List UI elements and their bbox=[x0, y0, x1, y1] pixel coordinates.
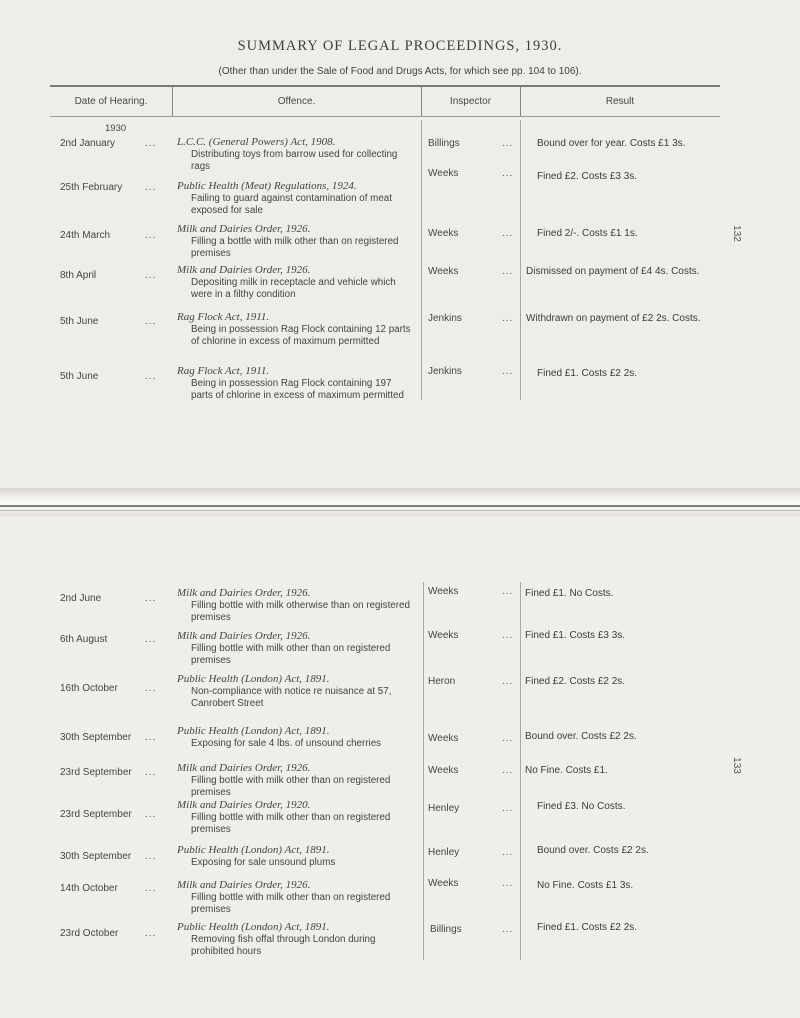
offence-cell bbox=[177, 673, 417, 710]
column-header-offence: Offence. bbox=[277, 96, 316, 107]
leader-dots: ... bbox=[145, 683, 157, 694]
leader-dots: ... bbox=[502, 138, 514, 149]
offence-cell bbox=[177, 844, 417, 869]
offence-cell bbox=[177, 223, 417, 260]
act-name: Public Health (London) Act, 1891. bbox=[177, 921, 330, 933]
header-bottom-rule bbox=[50, 116, 720, 117]
leader-dots: ... bbox=[145, 634, 157, 645]
act-name: L.C.C. (General Powers) Act, 1908. bbox=[177, 136, 336, 148]
result-text: Fined £3. No Costs. bbox=[537, 801, 626, 812]
act-name: Milk and Dairies Order, 1926. bbox=[177, 630, 311, 642]
inspector-name: Billings bbox=[428, 138, 460, 149]
leader-dots: ... bbox=[145, 928, 157, 939]
inspector-name: Weeks bbox=[428, 733, 459, 744]
leader-dots: ... bbox=[502, 366, 514, 377]
leader-dots: ... bbox=[145, 138, 157, 149]
act-name: Milk and Dairies Order, 1926. bbox=[177, 264, 311, 276]
page-gutter bbox=[0, 488, 800, 516]
offence-cell bbox=[177, 587, 417, 624]
result-text: No Fine. Costs £1. bbox=[525, 765, 608, 776]
act-name: Milk and Dairies Order, 1926. bbox=[177, 762, 311, 774]
leader-dots: ... bbox=[502, 168, 514, 179]
leader-dots: ... bbox=[502, 313, 514, 324]
result-text: Withdrawn on payment of £2 2s. Costs. bbox=[526, 313, 701, 324]
leader-dots: ... bbox=[145, 230, 157, 241]
gutter-divider-thin bbox=[0, 510, 800, 511]
bottom-col-sep-2 bbox=[520, 582, 521, 960]
result-text: Bound over. Costs £2 2s. bbox=[525, 731, 637, 742]
offence-cell bbox=[177, 630, 417, 667]
offence-cell bbox=[177, 180, 417, 217]
leader-dots: ... bbox=[145, 182, 157, 193]
leader-dots: ... bbox=[502, 803, 514, 814]
inspector-name: Weeks bbox=[428, 586, 459, 597]
offence-description: Filling bottle with milk otherwise than on registered premises bbox=[191, 600, 410, 623]
inspector-name: Weeks bbox=[428, 765, 459, 776]
hearing-date: 6th August bbox=[60, 634, 108, 645]
hearing-date: 14th October bbox=[60, 883, 118, 894]
offence-description: Exposing for sale unsound plums bbox=[191, 857, 336, 868]
offence-description: Filling bottle with milk other than on registered premises bbox=[191, 643, 391, 666]
offence-description: Depositing milk in receptacle and vehicle which were in a filthy condition bbox=[191, 277, 396, 300]
leader-dots: ... bbox=[502, 266, 514, 277]
leader-dots: ... bbox=[502, 847, 514, 858]
offence-description: Being in possession Rag Flock containing 12 parts of chlorine in excess of maximum permitted bbox=[191, 324, 411, 347]
act-name: Milk and Dairies Order, 1920. bbox=[177, 799, 311, 811]
inspector-name: Weeks bbox=[428, 228, 459, 239]
result-text: Fined £1. No Costs. bbox=[525, 588, 614, 599]
leader-dots: ... bbox=[145, 371, 157, 382]
leader-dots: ... bbox=[502, 765, 514, 776]
leader-dots: ... bbox=[145, 883, 157, 894]
hearing-date: 5th June bbox=[60, 371, 99, 382]
act-name: Milk and Dairies Order, 1926. bbox=[177, 223, 311, 235]
act-name: Milk and Dairies Order, 1926. bbox=[177, 879, 311, 891]
page-title: SUMMARY OF LEGAL PROCEEDINGS, 1930. bbox=[237, 38, 563, 54]
offence-description: Exposing for sale 4 lbs. of unsound cherries bbox=[191, 738, 382, 749]
offence-description: Filling bottle with milk other than on registered premises bbox=[191, 775, 391, 798]
column-header-result: Result bbox=[605, 96, 635, 107]
act-name: Public Health (Meat) Regulations, 1924. bbox=[177, 180, 357, 192]
offence-cell bbox=[177, 264, 417, 301]
inspector-name: Jenkins bbox=[428, 313, 462, 324]
gutter-divider bbox=[0, 505, 800, 507]
act-name: Rag Flock Act, 1911. bbox=[177, 365, 270, 377]
leader-dots: ... bbox=[502, 228, 514, 239]
offence-cell bbox=[177, 921, 422, 958]
offence-description: Non-compliance with notice re nuisance at 57, Canrobert Street bbox=[191, 686, 392, 709]
leader-dots: ... bbox=[502, 924, 514, 935]
leader-dots: ... bbox=[502, 733, 514, 744]
hearing-date: 8th April bbox=[60, 270, 97, 281]
column-header-date: Date of Hearing. bbox=[74, 96, 148, 107]
leader-dots: ... bbox=[145, 851, 157, 862]
result-text: Fined £2. Costs £2 2s. bbox=[525, 676, 626, 687]
hearing-date: 2nd June bbox=[60, 593, 102, 604]
offence-cell bbox=[177, 136, 417, 173]
hearing-date: 24th March bbox=[60, 230, 111, 241]
act-name: Public Health (London) Act, 1891. bbox=[177, 673, 330, 685]
inspector-name: Henley bbox=[428, 803, 460, 814]
inspector-name: Weeks bbox=[428, 168, 459, 179]
page-number-top: 132 bbox=[730, 225, 742, 242]
leader-dots: ... bbox=[502, 676, 514, 687]
inspector-name: Billings bbox=[430, 924, 462, 935]
result-text: Dismissed on payment of £4 4s. Costs. bbox=[526, 266, 700, 277]
leader-dots: ... bbox=[145, 732, 157, 743]
act-name: Milk and Dairies Order, 1926. bbox=[177, 587, 311, 599]
hearing-date: 16th October bbox=[60, 683, 118, 694]
offence-cell bbox=[177, 762, 417, 799]
leader-dots: ... bbox=[145, 767, 157, 778]
inspector-name: Jenkins bbox=[428, 366, 462, 377]
page-subtitle: (Other than under the Sale of Food and Drugs Acts, for which see pp. 104 to 106). bbox=[218, 66, 582, 77]
act-name: Public Health (London) Act, 1891. bbox=[177, 844, 330, 856]
result-text: Fined £1. Costs £3 3s. bbox=[525, 630, 626, 641]
year-label: 1930 bbox=[105, 123, 127, 134]
result-text: No Fine. Costs £1 3s. bbox=[537, 880, 634, 891]
hearing-date: 30th September bbox=[60, 851, 132, 862]
page-number-bottom: 133 bbox=[730, 757, 742, 774]
bottom-col-sep-1 bbox=[423, 582, 424, 960]
hearing-date: 25th February bbox=[60, 182, 123, 193]
result-text: Fined £2. Costs £3 3s. bbox=[537, 171, 638, 182]
hearing-date: 23rd September bbox=[60, 809, 132, 820]
leader-dots: ... bbox=[145, 270, 157, 281]
offence-cell bbox=[177, 311, 417, 348]
top-col-sep-1 bbox=[421, 120, 422, 400]
hearing-date: 23rd September bbox=[60, 767, 132, 778]
leader-dots: ... bbox=[502, 878, 514, 889]
inspector-name: Heron bbox=[428, 676, 456, 687]
header-top-rule bbox=[50, 85, 720, 87]
offence-description: Distributing toys from barrow used for collecting rags bbox=[191, 149, 398, 172]
leader-dots: ... bbox=[502, 630, 514, 641]
inspector-name: Weeks bbox=[428, 630, 459, 641]
result-text: Bound over for year. Costs £1 3s. bbox=[537, 138, 686, 149]
offence-description: Filling bottle with milk other than on registered premises bbox=[191, 892, 391, 915]
hearing-date: 2nd January bbox=[60, 138, 116, 149]
result-text: Bound over. Costs £2 2s. bbox=[537, 845, 649, 856]
act-name: Public Health (London) Act, 1891. bbox=[177, 725, 330, 737]
inspector-name: Weeks bbox=[428, 266, 459, 277]
act-name: Rag Flock Act, 1911. bbox=[177, 311, 270, 323]
offence-cell bbox=[177, 725, 417, 750]
leader-dots: ... bbox=[502, 586, 514, 597]
column-header-inspector: Inspector bbox=[449, 96, 492, 107]
hearing-date: 23rd October bbox=[60, 928, 119, 939]
offence-description: Failing to guard against contamination of meat exposed for sale bbox=[191, 193, 392, 216]
inspector-name: Weeks bbox=[428, 878, 459, 889]
offence-description: Filling a bottle with milk other than on registered premises bbox=[191, 236, 399, 259]
hearing-date: 5th June bbox=[60, 316, 99, 327]
offence-cell bbox=[177, 879, 417, 916]
result-text: Fined £1. Costs £2 2s. bbox=[537, 922, 638, 933]
inspector-name: Henley bbox=[428, 847, 460, 858]
offence-description: Removing fish offal through London during prohibited hours bbox=[191, 934, 376, 957]
offence-description: Filling bottle with milk other than on registered premises bbox=[191, 812, 391, 835]
result-text: Fined 2/-. Costs £1 1s. bbox=[537, 228, 638, 239]
top-col-sep-2 bbox=[520, 120, 521, 400]
hearing-date: 30th September bbox=[60, 732, 132, 743]
leader-dots: ... bbox=[145, 809, 157, 820]
result-text: Fined £1. Costs £2 2s. bbox=[537, 368, 638, 379]
offence-cell bbox=[177, 799, 417, 836]
offence-description: Being in possession Rag Flock containing 197 parts of chlorine in excess of maximum permitted bbox=[191, 378, 404, 401]
offence-cell bbox=[177, 365, 417, 402]
leader-dots: ... bbox=[145, 593, 157, 604]
leader-dots: ... bbox=[145, 316, 157, 327]
